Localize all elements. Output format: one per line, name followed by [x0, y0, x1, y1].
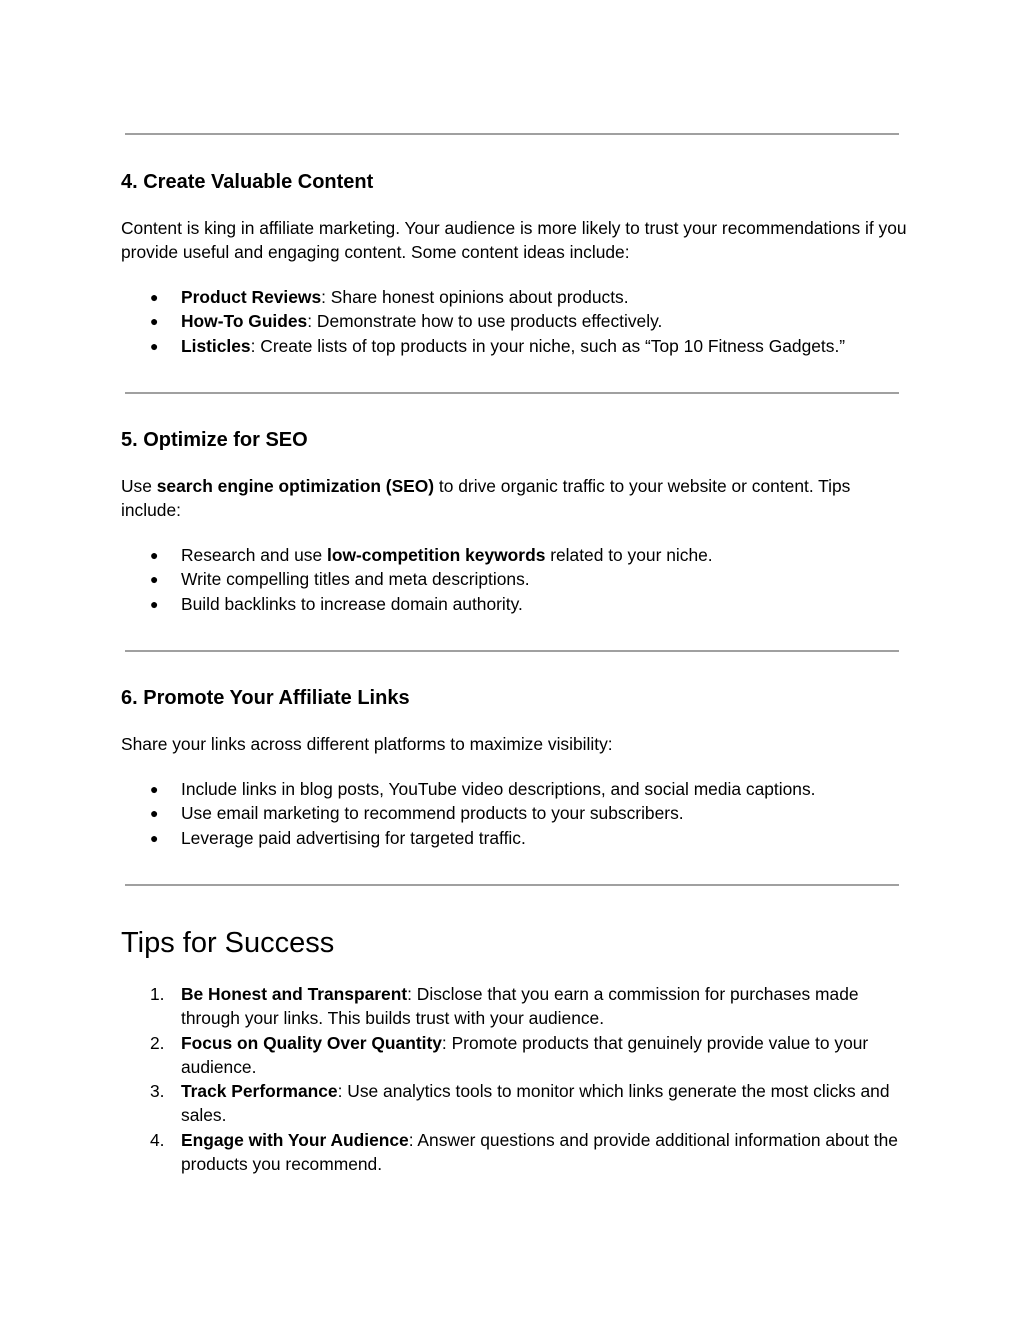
bullet-marker: ● [150, 547, 159, 563]
content-ideas-list [0, 285, 901, 358]
section-heading-promote-affiliate-links: 6. Promote Your Affiliate Links [121, 687, 410, 709]
list-item [0, 543, 901, 567]
list-item [0, 1079, 901, 1128]
bullet-marker: ● [150, 571, 159, 588]
list-item [0, 309, 901, 333]
bullet-marker: ● [150, 805, 159, 822]
list-number: 2. [150, 1032, 165, 1053]
list-item-bold-label: How-To Guides [181, 311, 308, 332]
list-item-text: : Share honest opinions about products. [321, 287, 629, 307]
seo-tips-list [0, 543, 901, 616]
list-item-text: : Promote products that genuinely provide value to your audience. [181, 1032, 869, 1077]
intro-text: Use [121, 476, 157, 496]
list-item [0, 285, 901, 309]
list-item [0, 801, 901, 825]
list-item [0, 1031, 901, 1080]
list-item [0, 1128, 901, 1177]
section-divider [125, 884, 899, 886]
list-item-bold-label: Listicles [181, 335, 251, 356]
list-number: 3. [150, 1081, 165, 1102]
list-item-bold-label: Track Performance [181, 1081, 338, 1102]
intro-bold-text: search engine optimization (SEO) [156, 476, 435, 496]
list-item-bold-label: Engage with Your Audience [181, 1129, 409, 1150]
promotion-list [0, 777, 901, 850]
section-intro-paragraph: Share your links across different platforms to maximize visibility: [121, 734, 613, 754]
bullet-marker: ● [150, 289, 159, 305]
section-intro-paragraph: Content is king in affiliate marketing. Your audience is more likely to trust your recommendations if you provide useful and engaging content. Some content ideas include: [121, 218, 907, 263]
bullet-marker: ● [150, 781, 159, 797]
list-item-text: related to your niche. [545, 545, 713, 565]
list-item-text: : Use analytics tools to monitor which links generate the most clicks and sales. [181, 1081, 890, 1126]
section-divider [125, 650, 899, 652]
list-item-text: Write compelling titles and meta descriptions. [181, 569, 530, 590]
section-heading-create-valuable-content: 4. Create Valuable Content [121, 171, 374, 193]
list-item-text: Research and use [181, 545, 327, 565]
list-item-bold-label: Be Honest and Transparent [181, 984, 408, 1004]
list-item-bold-label: low-competition keywords [326, 545, 546, 565]
section-divider [125, 392, 899, 394]
section-heading-optimize-for-seo: 5. Optimize for SEO [121, 429, 308, 451]
list-item [0, 777, 901, 801]
list-item-text: Use email marketing to recommend products to your subscribers. [181, 803, 684, 824]
list-item [0, 982, 901, 1031]
intro-text: to drive organic traffic to your website or content. Tips include: [121, 476, 851, 521]
list-item-bold-label: Focus on Quality Over Quantity [181, 1032, 442, 1053]
list-number: 4. [150, 1129, 165, 1150]
tips-numbered-list [0, 982, 901, 1176]
bullet-marker: ● [150, 829, 159, 846]
list-number: 1. [150, 984, 165, 1004]
list-item-text: Include links in blog posts, YouTube video descriptions, and social media captions. [181, 779, 816, 799]
list-item-text: Leverage paid advertising for targeted traffic. [181, 827, 526, 848]
list-item [0, 567, 901, 591]
section-divider [125, 133, 899, 135]
list-item-text: : Demonstrate how to use products effectively. [307, 311, 663, 332]
bullet-marker: ● [150, 595, 159, 612]
bullet-marker: ● [150, 313, 159, 330]
list-item-bold-label: Product Reviews [181, 287, 322, 307]
list-item [0, 334, 901, 358]
section-intro-paragraph [121, 474, 911, 523]
tips-for-success-heading: Tips for Success [121, 927, 335, 959]
list-item [0, 592, 901, 616]
list-item-text: : Create lists of top products in your niche, such as “Top 10 Fitness Gadgets.” [250, 335, 846, 356]
bullet-marker: ● [150, 337, 159, 354]
list-item-text: Build backlinks to increase domain authority. [181, 593, 523, 614]
list-item-text: : Disclose that you earn a commission for purchases made through your links. This builds trust with your audience. [181, 984, 859, 1029]
list-item [0, 826, 901, 850]
list-item-text: : Answer questions and provide additional information about the products you recommend. [181, 1129, 898, 1175]
